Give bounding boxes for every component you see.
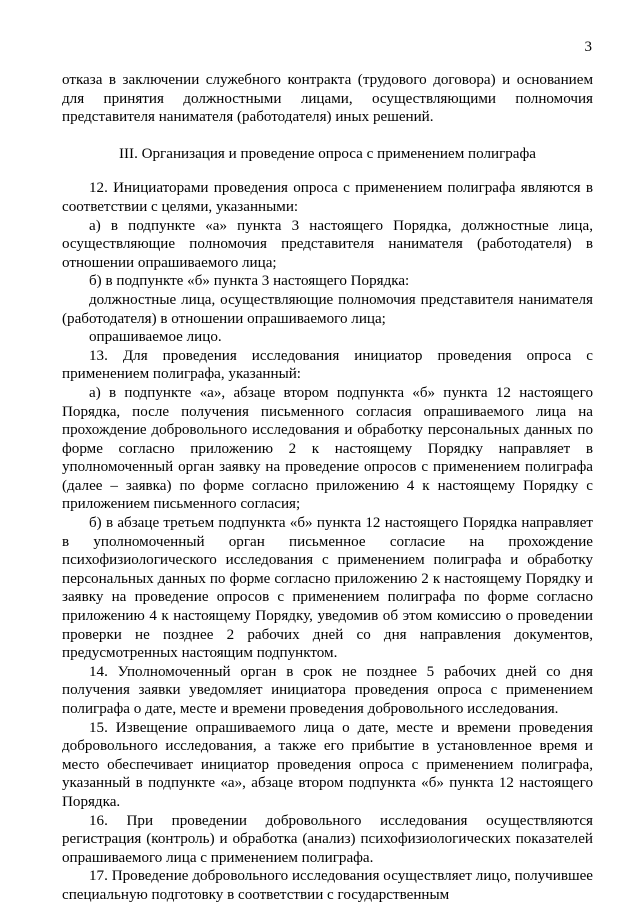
paragraph-13: 13. Для проведения исследования инициатор проведения опроса с применением полиграфа, указанный:: [62, 347, 593, 383]
paragraph-13-b: б) в абзаце третьем подпункта «б» пункта 12 настоящего Порядка направляет в уполномоченный орган письменное согласие на прохождение психофизиологического исследования с применением полиграфа и обработку персональных данных по форме согласно приложению 2 к настоящему Порядку и заявку на проведение опросов с применением полиграфа по форме согласно приложению 4 к настоящему Порядку, уведомив об этом комиссию о проведении проверки не позднее 2 рабочих дней со дня направления документов, предусмотренных настоящим подпунктом.: [62, 515, 593, 662]
page-number: 3: [584, 39, 592, 55]
paragraph-12: 12. Инициаторами проведения опроса с применением полиграфа являются в соответствии с целями, указанными:: [62, 180, 593, 215]
paragraph-12-b: б) в подпункте «б» пункта 3 настоящего Порядка:: [89, 273, 410, 290]
paragraph-14: 14. Уполномоченный орган в срок не позднее 5 рабочих дней со дня получения заявки уведомляет инициатора проведения опроса с применением полиграфа о дате, месте и времени проведения добровольного исследования.: [62, 663, 593, 717]
paragraph-12-b-person: опрашиваемое лицо.: [89, 329, 222, 346]
paragraph-16: 16. При проведении добровольного исследования осуществляются регистрация (контроль) и обработка (анализ) психофизиологических показателей опрашиваемого лица с применением полиграфа.: [62, 812, 593, 866]
paragraph-15: 15. Извещение опрашиваемого лица о дате, месте и времени проведения добровольного исследования, а также его прибытие в установленное время и место обеспечивает инициатор проведения опроса с применением полиграфа, указанный в подпункте «а», абзаце втором подпункта «б» пункта 12 настоящего Порядка.: [62, 719, 593, 810]
document-body: [62, 71, 593, 905]
paragraph-13-a: а) в подпункте «а», абзаце втором подпункта «б» пункта 12 настоящего Порядка, после получения письменного согласия опрашиваемого лица на прохождение добровольного исследования и обработку персональных данных по форме согласно приложению 2 к настоящему Порядку направляет в уполномоченный орган заявку на проведение опросов с применением полиграфа (далее – заявка) по форме согласно приложению 4 к настоящему Порядку с приложением письменного согласия;: [62, 384, 593, 513]
intro-paragraph: отказа в заключении служебного контракта (трудового договора) и основанием для принятия должностными лицами, осуществляющими полномочия представителя нанимателя (работодателя) иных решений.: [62, 72, 593, 126]
paragraph-12-b-officials: должностные лица, осуществляющие полномочия представителя нанимателя (работодателя) в отношении опрашиваемого лица;: [62, 291, 593, 327]
section-heading: III. Организация и проведение опроса с применением полиграфа: [118, 145, 536, 162]
paragraph-12-a: а) в подпункте «а» пункта 3 настоящего Порядка, должностные лица, осуществляющие полномочия представителя нанимателя (работодателя) в отношении опрашиваемого лица;: [62, 217, 593, 271]
paragraph-17: 17. Проведение добровольного исследования осуществляет лицо, получившее специальную подготовку в соответствии с государственным: [62, 868, 593, 903]
